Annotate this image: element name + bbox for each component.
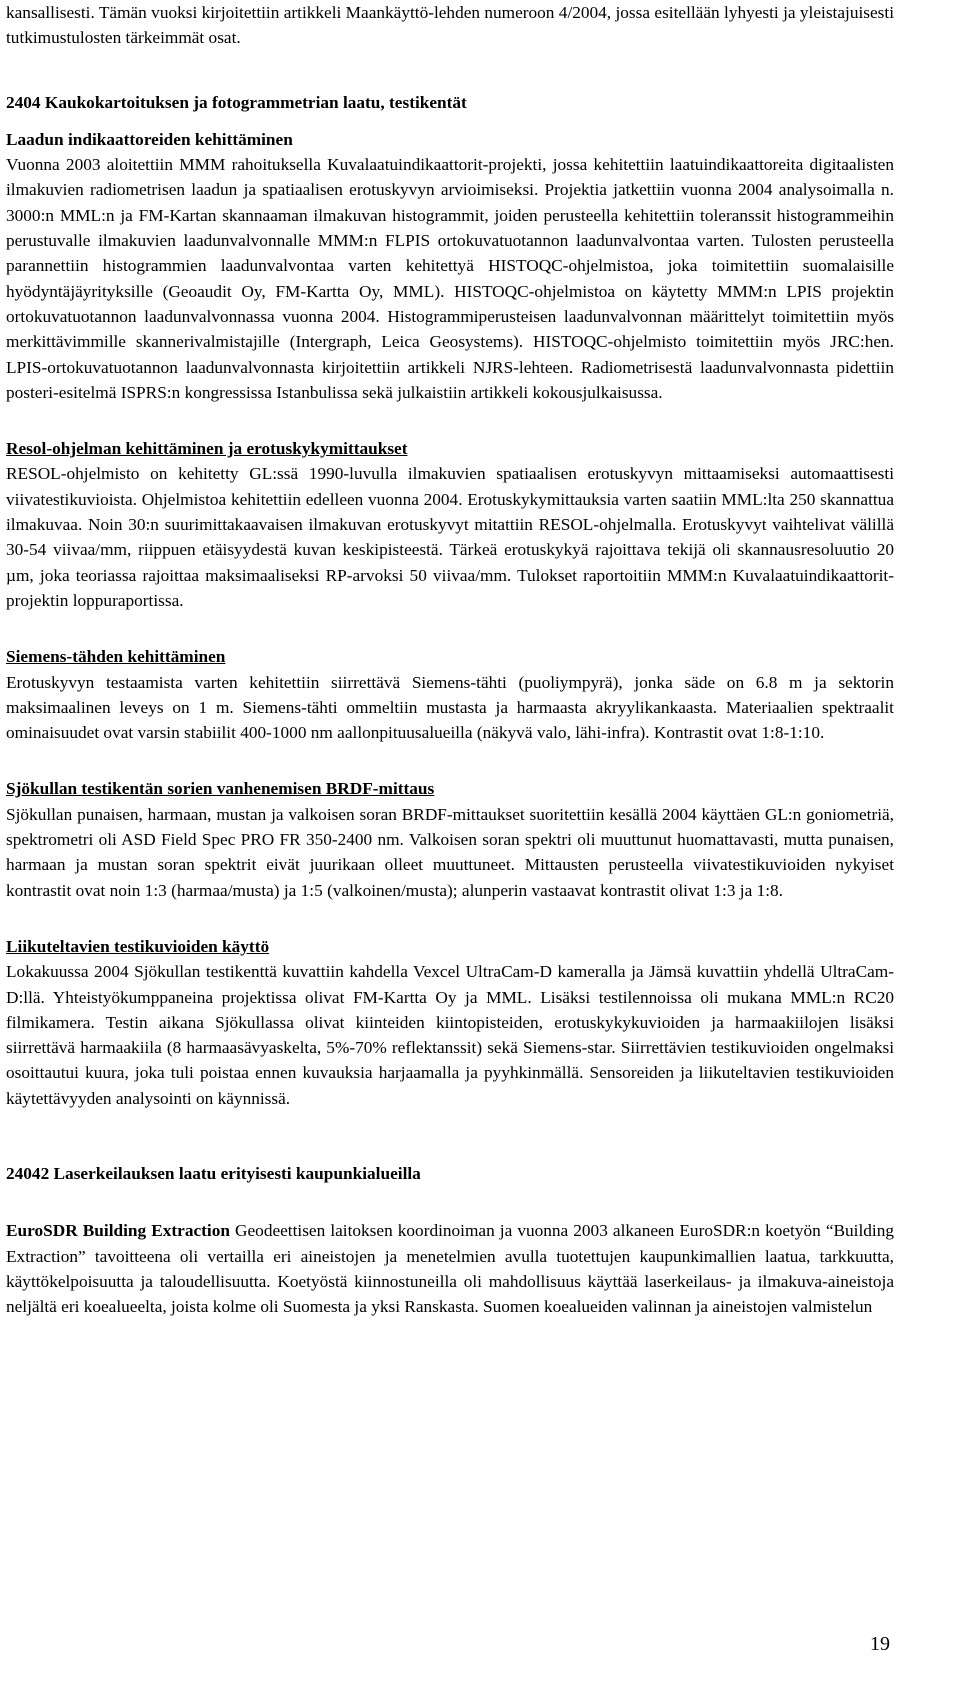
eurosdr-lead: EuroSDR Building Extraction <box>6 1221 230 1241</box>
eurosdr-text: Geodeettisen laitoksen koordinoiman ja vuonna 2003 alkaneen EuroSDR:n koetyön “Building Extraction” tavoitteena oli vertailla eri aineistojen ja menetelmien avulla tuotettujen kaupunkimallien laatua, tarkkuutta, käyttökelpoisuutta ja taloudellisuutta. Koetyöstä kiinnostuneilla oli mahdollisuus käyttää laserkeilaus- ja ilmakuva-aineistoja neljältä eri koealueelta, joista kolme oli Suomesta ja yksi Ranskasta. Suomen koealueiden valinnan ja aineistojen valmistelun <box>6 1221 895 1317</box>
section-heading: Resol-ohjelman kehittäminen ja erotuskykymittaukset <box>6 439 408 459</box>
main-heading: 2404 Kaukokartoituksen ja fotogrammetrian laatu, testikentät <box>6 92 467 112</box>
section-heading: Liikuteltavien testikuvioiden käyttö <box>6 936 270 956</box>
page-number: 19 <box>870 1633 890 1655</box>
section-resol <box>6 436 894 613</box>
section-body: Vuonna 2003 aloitettiin MMM rahoituksella Kuvalaatuindikaattorit-projekti, jossa kehitettiin laatuindikaattoreita digitaalisten ilmakuvien radiometrisen laadun ja spatiaalisen erotuskyvyn arvioimiseksi. Projektia jatkettiin vuonna 2004 analysoimalla n. 3000:n MML:n ja FM-Kartan skannaaman ilmakuvan histogrammit, joiden perusteella kehitettiin toleranssit histogrammeihin perustuvalle ilmakuvien laadunvalvonnalle MMM:n FLPIS ortokuvatuotannon laadunvalvontaa varten. Tulosten perusteella parannettiin histogrammien laadunvalvontaa varten kehitettyä HISTOQC-ohjelmistoa, joka toimitettiin suomalaisille hyödyntäjäyrityksille (Geoaudit Oy, FM-Kartta Oy, MML). HISTOQC-ohjelmistoa on käytetty MMM:n LPIS projektin ortokuvatuotannon laadunvalvonnassa vuonna 2004. Histogrammiperusteisen laadunvalvonnan määrittelyt toimitettiin myös merkittävimmille skannerivalmistajille (Intergraph, Leica Geosystems). HISTOQC-ohjelmisto toimitettiin myös JRC:hen. LPIS-ortokuvatuotannon laadunvalvonnasta kirjoitettiin artikkeli NJRS-lehteen. Radiometrisestä laadunvalvonnasta pidettiin posteri-esitelmä ISPRS:n kongressissa Istanbulissa sekä julkaistiin artikkeli kokousjulkaisussa. <box>6 155 894 402</box>
intro-paragraph: kansallisesti. Tämän vuoksi kirjoitettiin artikkeli Maankäyttö-lehden numeroon 4/2004, jossa esitellään lyhyesti ja yleistajuisesti tutkimustulosten tärkeimmät osat. <box>6 3 894 48</box>
section-quality-indicators <box>6 127 894 405</box>
section-heading: Sjökullan testikentän sorien vanhenemisen BRDF-mittaus <box>6 779 435 799</box>
section-body: RESOL-ohjelmisto on kehitetty GL:ssä 1990-luvulla ilmakuvien spatiaalisen erotuskyvyn mittaamiseksi automaattisesti viivatestikuvioista. Ohjelmistoa kehitettiin edelleen vuonna 2004. Erotuskykymittauksia varten saatiin MML:lta 250 skannattua ilmakuvaa. Noin 30:n suurimittakaavaisen ilmakuvan erotuskyvyt mitattiin RESOL-ohjelmalla. Erotuskyvyt vaihtelivat välillä 30-54 viivaa/mm, riippuen etäisyydestä kuvan keskipisteestä. Tärkeä erotuskykyä rajoittava tekijä oli skannausresoluutio 20 µm, joka teoriassa rajoittaa maksimaaliseksi RP-arvoksi 50 viivaa/mm. Tulokset raportoitiin MMM:n Kuvalaatuindikaattorit-projektin loppuraportissa. <box>6 464 894 610</box>
section-heading: Siemens-tähden kehittäminen <box>6 647 226 667</box>
section-brdf <box>6 776 894 902</box>
second-heading: 24042 Laserkeilauksen laatu erityisesti kaupunkialueilla <box>6 1163 421 1183</box>
section-movable-targets <box>6 934 894 1111</box>
section-siemens-star <box>6 644 894 745</box>
section-body: Sjökullan punaisen, harmaan, mustan ja valkoisen soran BRDF-mittaukset suoritettiin kesällä 2004 käyttäen GL:n goniometriä, spektrometri oli ASD Field Spec PRO FR 350-2400 nm. Valkoisen soran spektri oli muuttunut huomattavasti, mutta punaisen, harmaan ja mustan soran spektrit eivät juurikaan olleet muuttuneet. Mittausten perusteella viivatestikuvioiden nykyiset kontrastit ovat noin 1:3 (harmaa/musta) ja 1:5 (valkoinen/musta); alunperin vastaavat kontrastit olivat 1:3 ja 1:8. <box>6 804 894 900</box>
section-body: Erotuskyvyn testaamista varten kehitettiin siirrettävä Siemens-tähti (puoliympyrä), jonka säde on 6.8 m ja sektorin maksimaalinen leveys on 1 m. Siemens-tähti ommeltiin mustasta ja harmaasta akryylikankaasta. Materiaalien spektraalit ominaisuudet ovat varsin stabiilit 400-1000 nm aallonpituusalueilla (näkyvä valo, lähi-infra). Kontrastit ovat 1:8-1:10. <box>6 672 894 743</box>
document-page <box>6 0 894 1319</box>
eurosdr-paragraph <box>6 1218 894 1319</box>
section-body: Lokakuussa 2004 Sjökullan testikenttä kuvattiin kahdella Vexcel UltraCam-D kameralla ja Jämsä kuvattiin yhdellä UltraCam-D:llä. Yhteistyökumppaneina projektissa olivat FM-Kartta Oy ja MML. Lisäksi testilennoissa oli mukana MML:n RC20 filmikamera. Testin aikana Sjökullassa olivat kiinteiden kiintopisteiden, erotuskykykuvioiden ja harmaakiilojen lisäksi siirrettävä harmaakiila (8 harmaasävyaskelta, 5%-70% reflektanssit) sekä Siemens-star. Siirrettävien testikuvioiden ongelmaksi osoittautui kuura, joka tuli poistaa ennen kuvauksia harjaamalla ja pyyhkinmällä. Sensoreiden ja liikuteltavien testikuvioiden käytettävyyden analysointi on käynnissä. <box>6 962 894 1108</box>
section-heading: Laadun indikaattoreiden kehittäminen <box>6 129 293 149</box>
